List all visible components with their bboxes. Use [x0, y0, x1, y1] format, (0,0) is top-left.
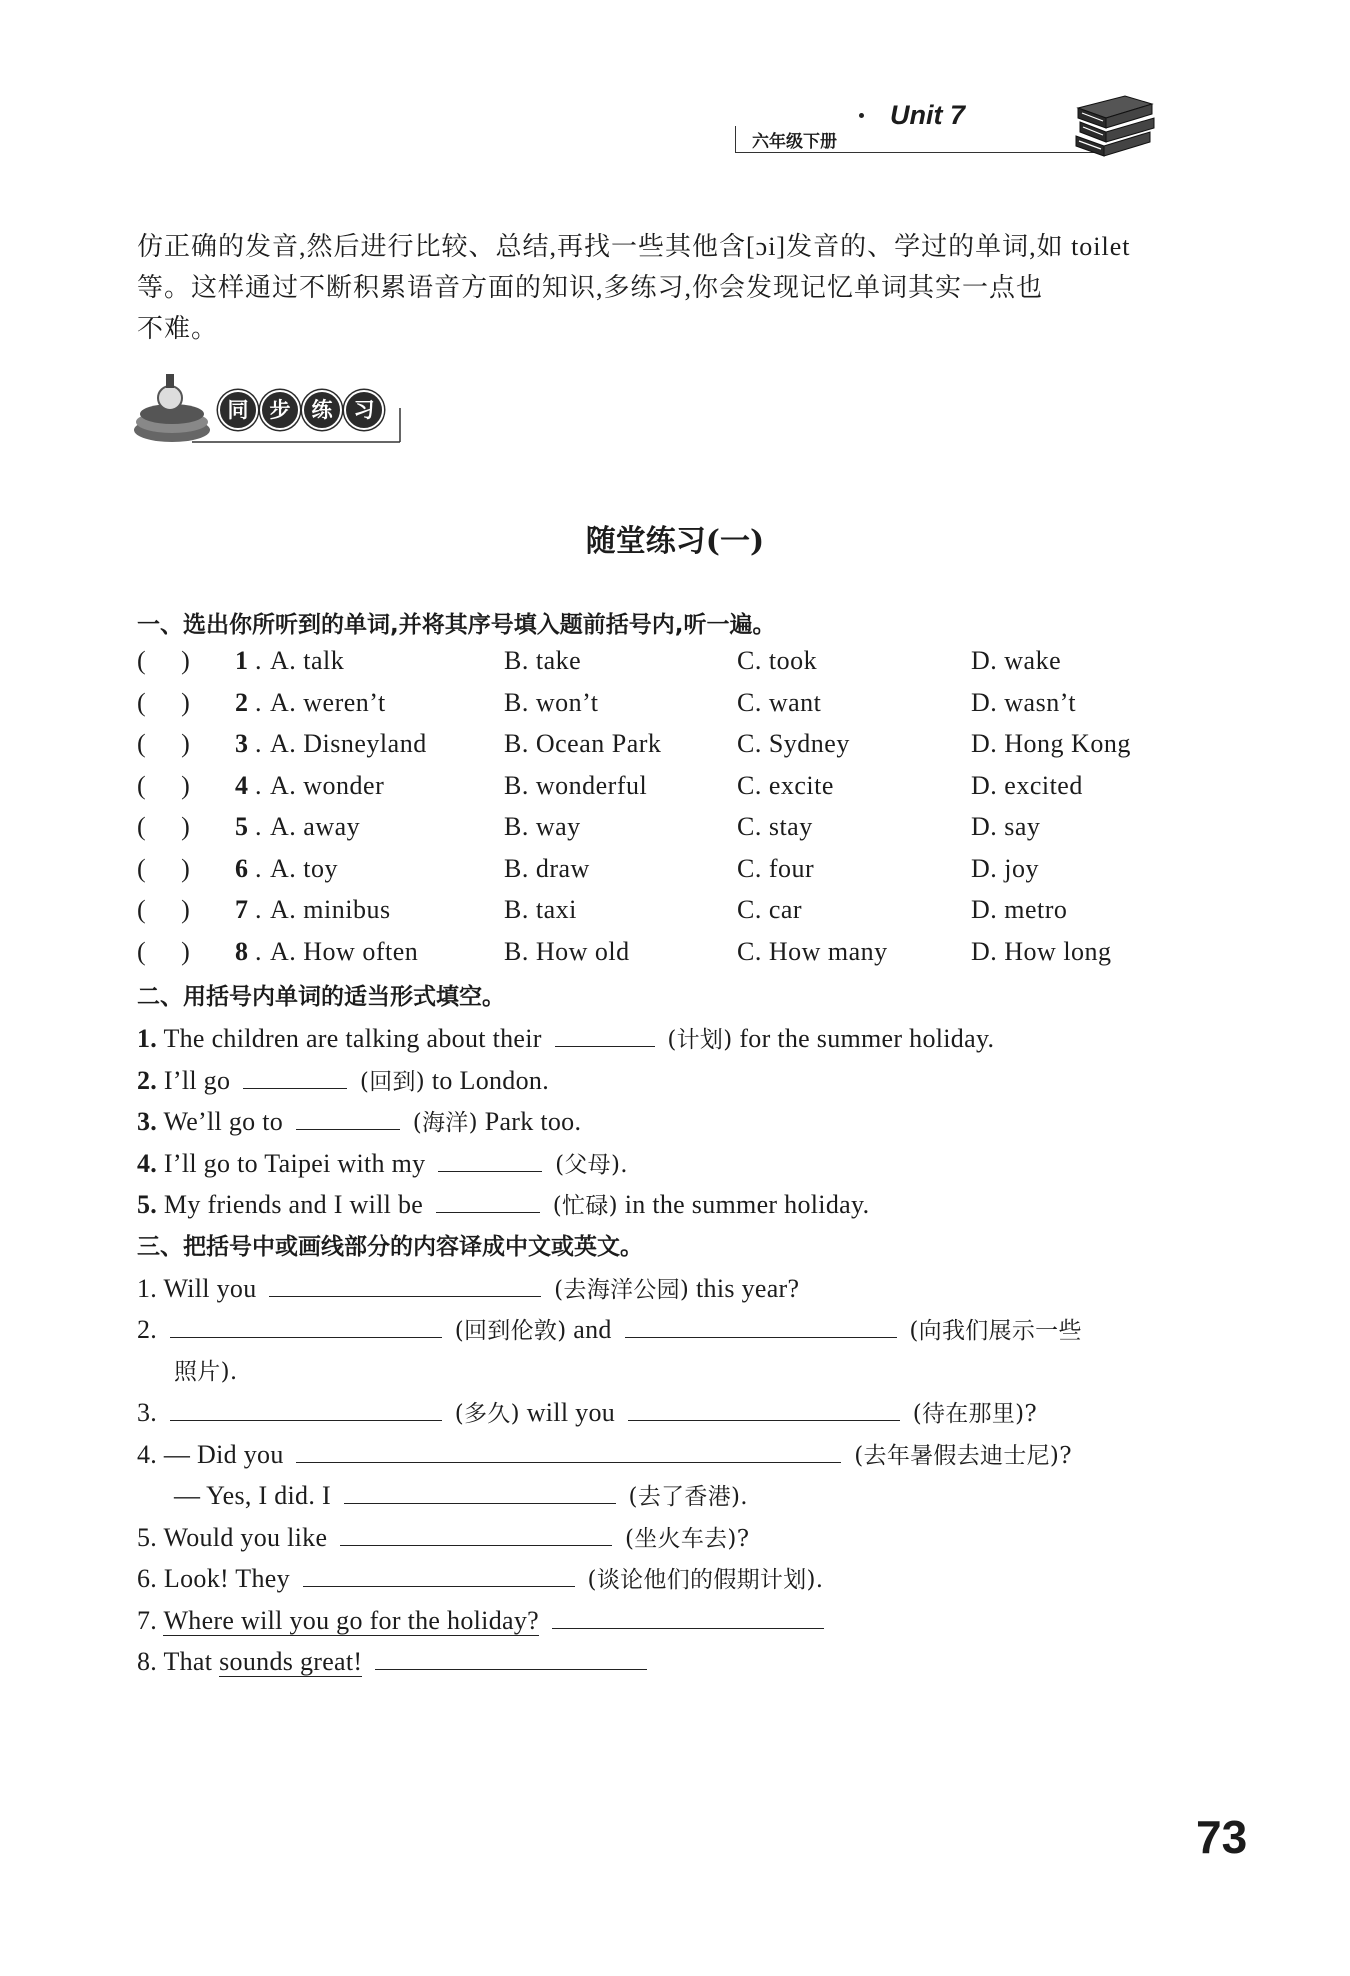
underlined-text: Where will you go for the holiday? — [163, 1606, 539, 1635]
option-c: C. Sydney — [737, 729, 850, 758]
header-divider — [735, 152, 1097, 153]
question-number: 6. — [137, 1564, 158, 1593]
translate-question — [137, 1394, 1037, 1428]
intro-paragraph — [137, 226, 1157, 349]
hint-text: (待在那里)? — [912, 1401, 1038, 1427]
question-dot: . — [255, 729, 262, 758]
answer-blank[interactable] — [170, 1394, 442, 1421]
hint-text: (父母). — [555, 1152, 628, 1178]
question-text: Park too. — [484, 1107, 582, 1136]
answer-blank[interactable] — [296, 1103, 400, 1130]
question-dot: . — [255, 895, 262, 924]
option-d: D. How long — [971, 937, 1112, 966]
intro-line: 不难。 — [137, 314, 219, 343]
header-grade: 六年级下册 — [752, 132, 837, 152]
option-d: D. excited — [971, 771, 1083, 800]
question-number: 2 — [235, 688, 249, 717]
hint-continuation: 照片). — [174, 1359, 238, 1385]
answer-blank[interactable] — [243, 1062, 347, 1089]
answer-blank[interactable] — [552, 1602, 824, 1629]
header-dot — [859, 113, 864, 118]
intro-line: 等。这样通过不断积累语音方面的知识,多练习,你会发现记忆单词其实一点也 — [137, 273, 1044, 302]
answer-blank[interactable] — [303, 1560, 575, 1587]
option-b: B. draw — [504, 854, 590, 883]
option-d: D. wasn’t — [971, 688, 1077, 717]
question-number: 5 — [235, 812, 249, 841]
mc-question — [137, 771, 1167, 811]
lamp-books-icon — [134, 374, 210, 442]
mc-question — [137, 688, 1167, 728]
section1-heading: 一、选出你所听到的单词,并将其序号填入题前括号内,听一遍。 — [137, 612, 776, 638]
option-a: A. How often — [270, 937, 419, 966]
option-c: C. How many — [737, 937, 888, 966]
question-number: 3. — [137, 1398, 158, 1427]
question-text: My friends and I will be — [163, 1190, 424, 1219]
banner-char: 步 — [260, 390, 300, 430]
question-text: this year? — [696, 1274, 800, 1303]
question-number: 2. — [137, 1315, 158, 1344]
question-number: 7. — [137, 1606, 158, 1635]
translate-question-reply — [174, 1477, 748, 1511]
option-c: C. stay — [737, 812, 813, 841]
translate-question — [137, 1643, 653, 1677]
mc-question — [137, 895, 1167, 935]
hint-text: (谈论他们的假期计划). — [587, 1567, 824, 1593]
answer-blank[interactable] — [344, 1477, 616, 1504]
section3-heading: 三、把括号中或画线部分的内容译成中文或英文。 — [137, 1234, 643, 1260]
answer-blank[interactable] — [438, 1145, 542, 1172]
answer-blank[interactable] — [375, 1643, 647, 1670]
option-b: B. How old — [504, 937, 630, 966]
books-icon — [1070, 90, 1160, 160]
answer-bracket[interactable]: ( ) — [137, 646, 191, 675]
question-number: 4. — [137, 1149, 158, 1178]
fill-question — [137, 1186, 869, 1220]
hint-text: (回到伦敦) — [454, 1318, 567, 1344]
underlined-text: sounds great! — [219, 1647, 363, 1676]
translate-question — [137, 1311, 1082, 1345]
question-number: 1. — [137, 1024, 158, 1053]
question-text: That — [163, 1647, 213, 1676]
option-d: D. Hong Kong — [971, 729, 1131, 758]
banner-char: 练 — [302, 390, 342, 430]
question-text: Look! They — [163, 1564, 290, 1593]
mc-question — [137, 729, 1167, 769]
hint-text: (多久) — [454, 1401, 520, 1427]
option-a: A. weren’t — [270, 688, 386, 717]
header-divider-tick — [735, 126, 736, 153]
option-a: A. away — [270, 812, 361, 841]
section2-heading: 二、用括号内单词的适当形式填空。 — [137, 984, 505, 1010]
answer-blank[interactable] — [555, 1020, 655, 1047]
answer-bracket[interactable]: ( ) — [137, 729, 191, 758]
question-number: 4. — [137, 1440, 158, 1469]
fill-question — [137, 1103, 581, 1137]
option-c: C. excite — [737, 771, 834, 800]
answer-blank[interactable] — [628, 1394, 900, 1421]
answer-blank[interactable] — [436, 1186, 540, 1213]
answer-blank[interactable] — [340, 1519, 612, 1546]
mc-question — [137, 812, 1167, 852]
question-text: in the summer holiday. — [624, 1190, 870, 1219]
question-number: 5. — [137, 1523, 158, 1552]
fill-question — [137, 1145, 628, 1179]
question-text: I’ll go — [163, 1066, 231, 1095]
option-a: A. talk — [270, 646, 345, 675]
question-number: 6 — [235, 854, 249, 883]
option-c: C. four — [737, 854, 815, 883]
page-title: 随堂练习(一) — [585, 524, 765, 559]
fill-question — [137, 1062, 549, 1096]
fill-question — [137, 1020, 994, 1054]
question-text: and — [573, 1315, 612, 1344]
question-text: Would you like — [163, 1523, 328, 1552]
answer-bracket[interactable]: ( ) — [137, 854, 191, 883]
banner-char: 同 — [218, 390, 258, 430]
option-d: D. joy — [971, 854, 1039, 883]
question-text: for the summer holiday. — [739, 1024, 995, 1053]
question-text: The children are talking about their — [163, 1024, 542, 1053]
option-b: B. won’t — [504, 688, 599, 717]
question-text: — Yes, I did. I — [174, 1481, 331, 1510]
question-number: 4 — [235, 771, 249, 800]
hint-text: (海洋) — [412, 1110, 478, 1136]
hint-text: (去年暑假去迪士尼)? — [854, 1443, 1072, 1469]
option-a: A. minibus — [270, 895, 391, 924]
translate-question — [137, 1602, 830, 1636]
question-number: 8. — [137, 1647, 158, 1676]
question-dot: . — [255, 812, 262, 841]
hint-text: (忙碌) — [552, 1193, 618, 1219]
intro-line: 仿正确的发音,然后进行比较、总结,再找一些其他含[ɔi]发音的、学过的单词,如 toilet — [137, 232, 1131, 261]
option-d: D. metro — [971, 895, 1068, 924]
option-d: D. say — [971, 812, 1041, 841]
hint-text: (坐火车去)? — [624, 1526, 750, 1552]
question-dot: . — [255, 688, 262, 717]
option-c: C. took — [737, 646, 818, 675]
option-a: A. Disneyland — [270, 729, 427, 758]
question-text: — Did you — [163, 1440, 284, 1469]
answer-bracket[interactable]: ( ) — [137, 937, 191, 966]
hint-text: (去了香港). — [628, 1484, 748, 1510]
question-text: We’ll go to — [163, 1107, 284, 1136]
answer-blank[interactable] — [269, 1270, 541, 1297]
question-number: 5. — [137, 1190, 158, 1219]
question-number: 3. — [137, 1107, 158, 1136]
question-number: 2. — [137, 1066, 158, 1095]
question-dot: . — [255, 937, 262, 966]
mc-question — [137, 854, 1167, 894]
hint-text: (去海洋公园) — [554, 1277, 690, 1303]
answer-bracket[interactable]: ( ) — [137, 771, 191, 800]
question-number: 7 — [235, 895, 249, 924]
mc-question — [137, 937, 1167, 977]
hint-text: (向我们展示一些 — [909, 1318, 1082, 1344]
hint-text: (计划) — [667, 1027, 733, 1053]
question-dot: . — [255, 771, 262, 800]
banner-char: 习 — [344, 390, 384, 430]
question-number: 1. — [137, 1274, 158, 1303]
option-a: A. wonder — [270, 771, 385, 800]
question-text: to London. — [431, 1066, 549, 1095]
page-number: 73 — [1196, 1811, 1248, 1863]
answer-blank[interactable] — [625, 1311, 897, 1338]
hint-text: (回到) — [359, 1069, 426, 1095]
question-number: 1 — [235, 646, 249, 675]
option-c: C. want — [737, 688, 822, 717]
option-b: B. Ocean Park — [504, 729, 662, 758]
option-c: C. car — [737, 895, 803, 924]
question-text: I’ll go to Taipei with my — [163, 1149, 426, 1178]
option-b: B. wonderful — [504, 771, 648, 800]
answer-bracket[interactable]: ( ) — [137, 895, 191, 924]
option-b: B. taxi — [504, 895, 577, 924]
translate-question — [137, 1436, 1072, 1470]
question-number: 8 — [235, 937, 249, 966]
question-number: 3 — [235, 729, 249, 758]
answer-blank[interactable] — [296, 1436, 841, 1463]
mc-question — [137, 646, 1167, 686]
translate-question — [137, 1519, 749, 1553]
header-unit: Unit 7 — [890, 100, 966, 130]
answer-bracket[interactable]: ( ) — [137, 688, 191, 717]
option-a: A. toy — [270, 854, 338, 883]
translate-question — [137, 1270, 799, 1304]
option-b: B. take — [504, 646, 582, 675]
question-text: Will you — [163, 1274, 257, 1303]
option-b: B. way — [504, 812, 581, 841]
question-dot: . — [255, 646, 262, 675]
option-d: D. wake — [971, 646, 1062, 675]
answer-blank[interactable] — [170, 1311, 442, 1338]
question-dot: . — [255, 854, 262, 883]
question-text: will you — [526, 1398, 616, 1427]
answer-bracket[interactable]: ( ) — [137, 812, 191, 841]
translate-question — [137, 1560, 823, 1594]
